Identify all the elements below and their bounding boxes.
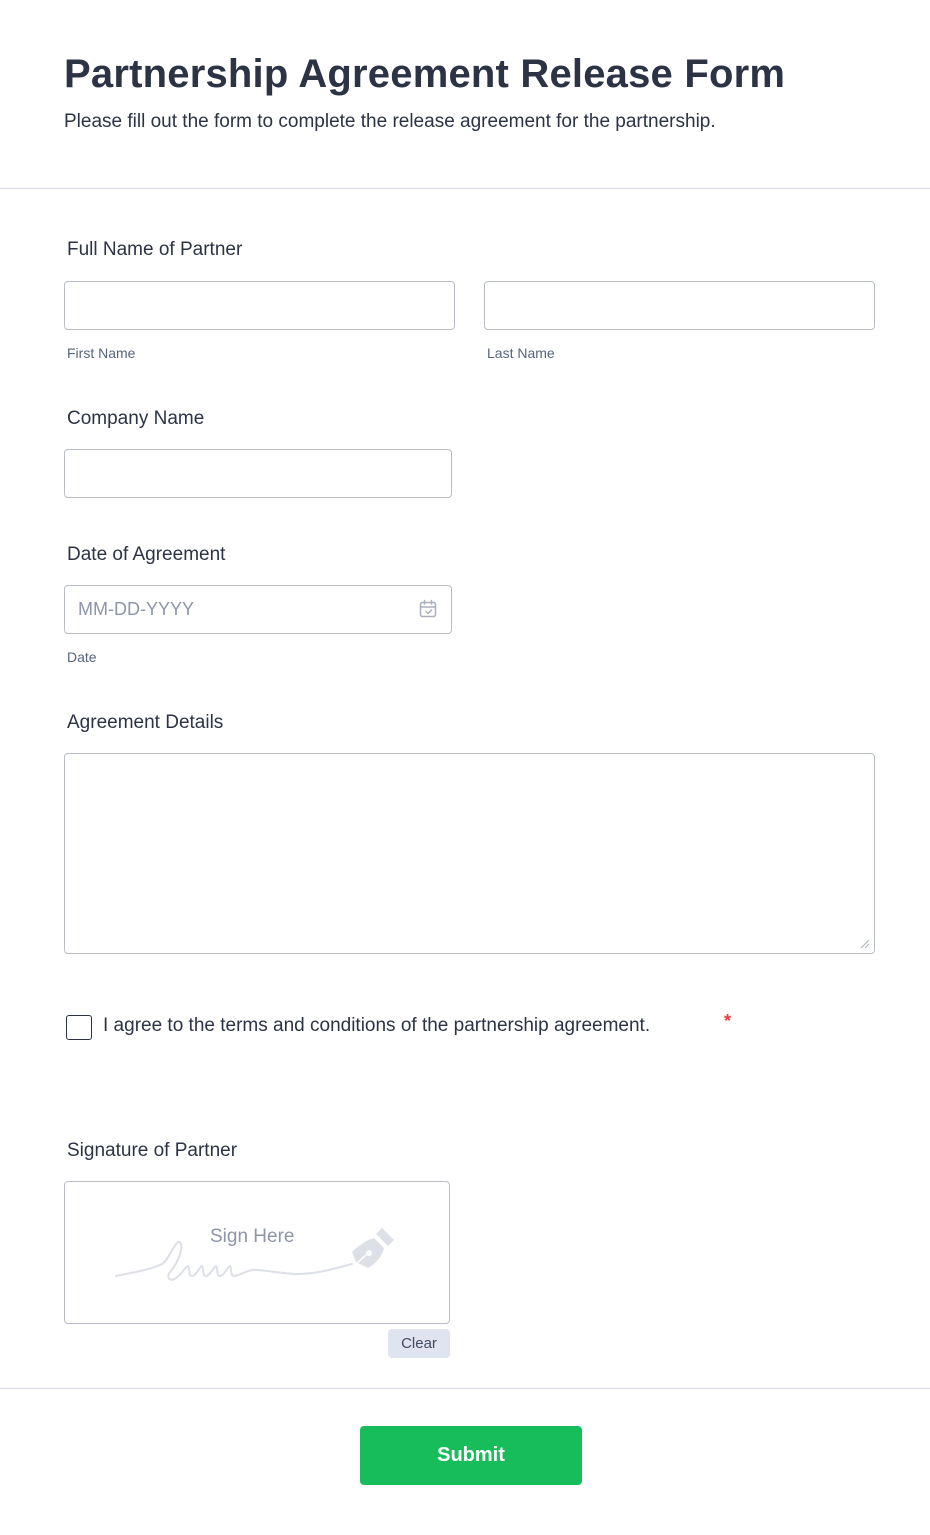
- date-label: Date of Agreement: [67, 544, 226, 565]
- terms-label[interactable]: I agree to the terms and conditions of the partnership agreement.: [103, 1015, 651, 1036]
- form-header: [0, 0, 930, 189]
- footer-divider: [0, 1388, 930, 1389]
- company-name-input[interactable]: [64, 449, 452, 498]
- agreement-details-textarea[interactable]: [64, 753, 875, 954]
- submit-button[interactable]: Submit: [360, 1426, 582, 1485]
- first-name-sublabel: First Name: [67, 345, 136, 361]
- agreement-details-label: Agreement Details: [67, 712, 224, 733]
- form-subtitle: Please fill out the form to complete the release agreement for the partnership.: [64, 111, 716, 132]
- last-name-sublabel: Last Name: [487, 345, 555, 361]
- date-input[interactable]: [64, 585, 452, 634]
- required-indicator: *: [724, 1011, 732, 1031]
- last-name-input[interactable]: [484, 281, 875, 330]
- terms-checkbox[interactable]: [66, 1015, 92, 1040]
- clear-signature-button[interactable]: Clear: [388, 1329, 450, 1358]
- signature-label: Signature of Partner: [67, 1140, 238, 1161]
- full-name-label: Full Name of Partner: [67, 239, 243, 260]
- calendar-icon[interactable]: [418, 599, 438, 619]
- company-name-label: Company Name: [67, 408, 205, 429]
- form-title: Partnership Agreement Release Form: [64, 52, 786, 96]
- date-sublabel: Date: [67, 649, 97, 665]
- sign-here-placeholder: Sign Here: [210, 1226, 295, 1247]
- first-name-input[interactable]: [64, 281, 455, 330]
- resize-grip-icon[interactable]: [858, 937, 870, 949]
